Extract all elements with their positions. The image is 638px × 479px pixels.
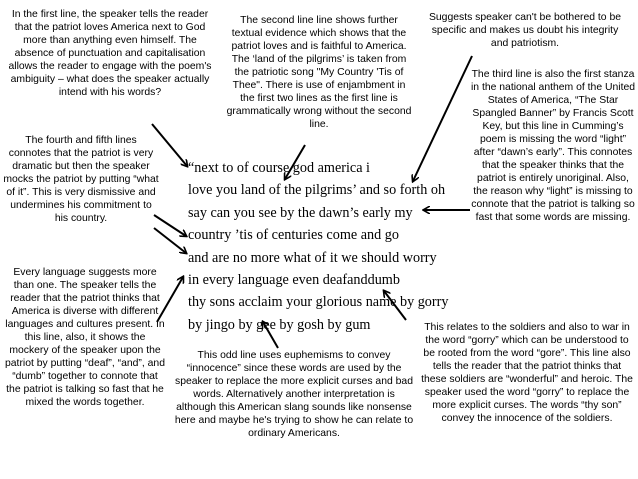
annotation-line-three: The third line is also the first stanza in the national anthem of the United States of America, “The Star Spangled Banner” by Francis Scott Key, but this line in Cumming’s poem is missing the word “light” after “dawn’s early”. This connotes that the speaker thinks that the patriot is entirely unoriginal. Also, the reason why “light” is missing to connote that the patriot is talking so fast that some words are missing. (470, 69, 636, 223)
arrow-line-one (152, 124, 187, 166)
poem-line-8: by jingo by gee by gosh by gum (188, 316, 371, 333)
annotation-line-seven: This relates to the soldiers and also to war in the word “gorry” which can be understood to be rooted from the word “gore”. This line also tells the reader that the patriot thinks that these soldiers are “wonderful” and heroic. The speaker used the word “gorry” to replace the more explicit curses. The words “thy son” convey the innocence of the soldiers. (421, 322, 633, 424)
arrow-line-two (285, 145, 305, 179)
poem-line-7: thy sons acclaim your glorious name by gorry (188, 294, 449, 311)
annotation-line-one: In the first line, the speaker tells the reader that the patriot loves America next to God more than anything even himself. The absence of punctuation and capitalisation allows the reader to engage with the poem's ambiguity – what does the speaker actually intend with his words? (8, 9, 212, 98)
annotation-line-two: The second line line shows further textual evidence which shows that the patriot loves and is faithful to America. The ‘land of the pilgrims’ is taken from the patriotic song "My Country 'Tis of Thee". There is use of enjambment in the first two lines as the first line is grammatically wrong without the second line. (226, 15, 412, 130)
poem-line-4: country ’tis of centuries come and go (188, 227, 399, 244)
annotation-line-eight: This odd line uses euphemisms to convey “innocence” since these words are used by the speaker to replace the more explicit curses and bad words. Alternatively another interpretation is although this American slang sounds like nonsense here and maybe he's trying to show he can relate to ordinary Americans. (174, 350, 414, 439)
arrow-and-so-forth (413, 56, 472, 181)
annotation-lines-four-five: The fourth and fifth lines connotes that the patriot is very dramatic but then the speaker mocks the patriot by putting “what of it”. This is very dismissive and undermines his commitment to his country. (3, 135, 159, 224)
poem-line-6: in every language even deafanddumb (188, 271, 400, 288)
annotation-and-so-forth: Suggests speaker can't be bothered to be specific and makes us doubt his integrity and patriotism. (428, 12, 622, 49)
annotation-line-six: Every language suggests more than one. The speaker tells the reader that the patriot thinks that America is diverse with different languages and cultures present. In this line, also, it shows the mockery of the speaker upon the patriot by putting “deaf”, “and”, and “dumb” together to connote that the patriot is talking so fast that he mixed the words together. (5, 267, 165, 408)
poem-line-3: say can you see by the dawn’s early my (188, 204, 413, 221)
poem-line-1: “next to of course god america i (188, 160, 370, 176)
poem-line-2: love you land of the pilgrims’ and so forth oh (188, 182, 446, 199)
arrow-line-seven (384, 291, 406, 320)
poem-line-5: and are no more what of it we should worry (188, 249, 437, 266)
arrow-line-six (157, 277, 183, 322)
arrow-line-eight (263, 322, 278, 348)
